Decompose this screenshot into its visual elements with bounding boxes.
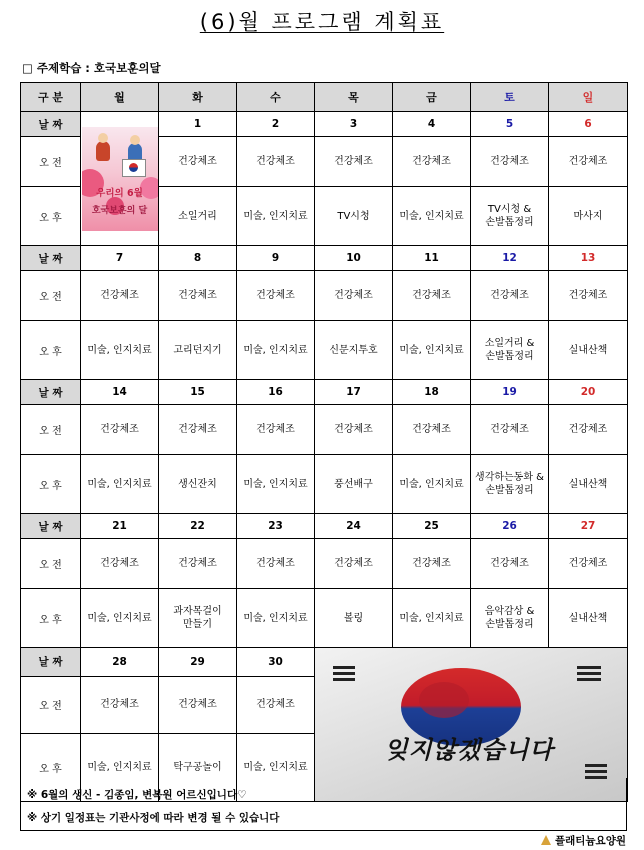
day-header: 목 — [315, 83, 393, 112]
activity-cell: 건강체조 — [471, 405, 549, 455]
page-title: (6)월 프로그램 계획표 — [199, 10, 445, 34]
activity-cell: 미술, 인지치료 — [237, 187, 315, 246]
date-cell: 6 — [549, 112, 628, 137]
activity-cell: 건강체조 — [81, 676, 159, 733]
date-row-label: 날 짜 — [21, 112, 81, 137]
activity-cell: 볼링 — [315, 589, 393, 648]
date-row-label: 날 짜 — [21, 514, 81, 539]
activity-cell: 미술, 인지치료 — [393, 589, 471, 648]
activity-cell: 실내산책 — [549, 589, 628, 648]
activity-cell: 건강체조 — [159, 676, 237, 733]
pm-row-label: 오 후 — [21, 455, 81, 514]
activity-cell: 건강체조 — [237, 405, 315, 455]
date-row — [21, 380, 628, 405]
date-cell: 18 — [393, 380, 471, 405]
pm-row — [21, 455, 628, 514]
date-row — [21, 112, 628, 137]
date-cell: 11 — [393, 246, 471, 271]
activity-cell: 건강체조 — [81, 539, 159, 589]
activity-cell: 건강체조 — [159, 405, 237, 455]
am-row-label: 오 전 — [21, 676, 81, 733]
poster-line1: 우리의 6월 — [96, 187, 143, 199]
day-header: 금 — [393, 83, 471, 112]
poster-kid1 — [96, 141, 110, 161]
activity-cell: 건강체조 — [549, 271, 628, 321]
activity-cell: 미술, 인지치료 — [393, 455, 471, 514]
day-header: 월 — [81, 83, 159, 112]
poster-flag — [122, 159, 146, 177]
activity-cell: 건강체조 — [315, 271, 393, 321]
footer-label: 플래티늄요양원 — [554, 835, 626, 847]
pm-row-label: 오 후 — [21, 321, 81, 380]
date-cell: 9 — [237, 246, 315, 271]
trigram-bar — [577, 678, 601, 681]
pm-row-label: 오 후 — [21, 734, 81, 802]
activity-cell: 건강체조 — [393, 405, 471, 455]
logo-icon — [541, 835, 551, 845]
day-header: 수 — [237, 83, 315, 112]
date-cell: 15 — [159, 380, 237, 405]
footer-brand — [541, 833, 626, 848]
am-row-label: 오 전 — [21, 137, 81, 187]
activity-cell: 건강체조 — [471, 539, 549, 589]
pm-row-label: 오 후 — [21, 187, 81, 246]
note-birthday: ※ 6월의 생신 - 김종임, 변복원 어르신입니다♡ — [27, 789, 247, 801]
poster-cell — [81, 112, 159, 246]
trigram-bar — [577, 666, 601, 669]
activity-cell: 미술, 인지치료 — [237, 321, 315, 380]
activity-cell: 미술, 인지치료 — [237, 734, 315, 802]
activity-cell: 고리던지기 — [159, 321, 237, 380]
pm-row — [21, 589, 628, 648]
am-row — [21, 271, 628, 321]
activity-cell: 건강체조 — [159, 539, 237, 589]
poster-head2 — [130, 135, 140, 145]
activity-cell: 미술, 인지치료 — [81, 321, 159, 380]
activity-cell: 마사지 — [549, 187, 628, 246]
date-cell: 4 — [393, 112, 471, 137]
date-cell: 14 — [81, 380, 159, 405]
activity-cell: 미술, 인지치료 — [81, 455, 159, 514]
activity-cell: 미술, 인지치료 — [237, 589, 315, 648]
date-cell: 29 — [159, 648, 237, 677]
date-cell: 26 — [471, 514, 549, 539]
date-cell: 5 — [471, 112, 549, 137]
am-row-label: 오 전 — [21, 405, 81, 455]
trigram-bar — [333, 666, 355, 669]
activity-cell: 건강체조 — [549, 405, 628, 455]
flag-slogan: 잊지않겠습니다 — [384, 735, 554, 764]
activity-cell: 미술, 인지치료 — [237, 455, 315, 514]
date-cell: 16 — [237, 380, 315, 405]
header-row — [21, 83, 628, 112]
activity-cell: 건강체조 — [81, 271, 159, 321]
date-row — [21, 514, 628, 539]
am-row-label: 오 전 — [21, 539, 81, 589]
activity-cell: 미술, 인지치료 — [81, 589, 159, 648]
date-cell: 19 — [471, 380, 549, 405]
activity-cell: 건강체조 — [81, 405, 159, 455]
theme-label: □ 주제학습 : 호국보훈의달 — [22, 61, 161, 75]
activity-cell: 과자목걸이 만들기 — [159, 589, 237, 648]
date-cell: 24 — [315, 514, 393, 539]
activity-cell: 생신잔치 — [159, 455, 237, 514]
activity-cell: 미술, 인지치료 — [393, 321, 471, 380]
activity-cell: 미술, 인지치료 — [393, 187, 471, 246]
am-row — [21, 405, 628, 455]
activity-cell: TV시청 — [315, 187, 393, 246]
activity-cell: 건강체조 — [237, 676, 315, 733]
date-cell: 3 — [315, 112, 393, 137]
activity-cell: 건강체조 — [159, 137, 237, 187]
activity-cell: 실내산책 — [549, 321, 628, 380]
pm-row-label: 오 후 — [21, 589, 81, 648]
date-row-label: 날 짜 — [21, 648, 81, 677]
date-cell: 8 — [159, 246, 237, 271]
activity-cell: 건강체조 — [549, 137, 628, 187]
taegeuk-shade — [419, 682, 469, 718]
date-cell: 2 — [237, 112, 315, 137]
date-cell: 10 — [315, 246, 393, 271]
activity-cell: 건강체조 — [237, 137, 315, 187]
activity-cell: 소일거리 — [159, 187, 237, 246]
day-header: 일 — [549, 83, 628, 112]
activity-cell: 건강체조 — [471, 137, 549, 187]
trigram-bar — [333, 672, 355, 675]
activity-cell: 건강체조 — [471, 271, 549, 321]
activity-cell: 미술, 인지치료 — [81, 734, 159, 802]
activity-cell: 건강체조 — [237, 539, 315, 589]
date-cell: 1 — [159, 112, 237, 137]
activity-cell: 신문지투호 — [315, 321, 393, 380]
date-cell: 21 — [81, 514, 159, 539]
date-cell: 7 — [81, 246, 159, 271]
activity-cell: 건강체조 — [549, 539, 628, 589]
date-cell: 23 — [237, 514, 315, 539]
date-row-label: 날 짜 — [21, 246, 81, 271]
activity-cell: 건강체조 — [393, 539, 471, 589]
day-header: 토 — [471, 83, 549, 112]
trigram-bar — [577, 672, 601, 675]
activity-cell: 풍선배구 — [315, 455, 393, 514]
activity-cell: 건강체조 — [315, 405, 393, 455]
activity-cell: 건강체조 — [393, 137, 471, 187]
date-cell: 13 — [549, 246, 628, 271]
activity-cell: TV시청 & 손발톱정리 — [471, 187, 549, 246]
poster-head1 — [98, 133, 108, 143]
notes-box — [20, 778, 627, 831]
activity-cell: 건강체조 — [159, 271, 237, 321]
activity-cell: 음악감상 & 손발톱정리 — [471, 589, 549, 648]
activity-cell: 건강체조 — [393, 271, 471, 321]
trigram-bar — [333, 678, 355, 681]
date-row — [21, 648, 628, 677]
date-row-label: 날 짜 — [21, 380, 81, 405]
activity-cell: 생각하는동화 & 손발톱정리 — [471, 455, 549, 514]
activity-cell: 실내산책 — [549, 455, 628, 514]
note-schedule-change: ※ 상기 일정표는 기관사정에 따라 변경 될 수 있습니다 — [27, 812, 280, 824]
header-label: 구 분 — [21, 83, 81, 112]
date-cell: 22 — [159, 514, 237, 539]
trigram-bar — [585, 770, 607, 773]
date-cell: 12 — [471, 246, 549, 271]
date-cell: 27 — [549, 514, 628, 539]
date-cell: 25 — [393, 514, 471, 539]
activity-cell: 탁구공놀이 — [159, 734, 237, 802]
date-cell: 28 — [81, 648, 159, 677]
date-cell: 17 — [315, 380, 393, 405]
date-cell: 20 — [549, 380, 628, 405]
activity-cell: 건강체조 — [315, 137, 393, 187]
poster-line2: 호국보훈의 달 — [91, 205, 148, 216]
day-header: 화 — [159, 83, 237, 112]
schedule-table — [20, 82, 628, 802]
date-row — [21, 246, 628, 271]
am-row-label: 오 전 — [21, 271, 81, 321]
am-row — [21, 539, 628, 589]
activity-cell: 소일거리 & 손발톱정리 — [471, 321, 549, 380]
date-cell: 30 — [237, 648, 315, 677]
poster-image — [82, 127, 158, 231]
activity-cell: 건강체조 — [315, 539, 393, 589]
activity-cell: 건강체조 — [237, 271, 315, 321]
pm-row — [21, 321, 628, 380]
